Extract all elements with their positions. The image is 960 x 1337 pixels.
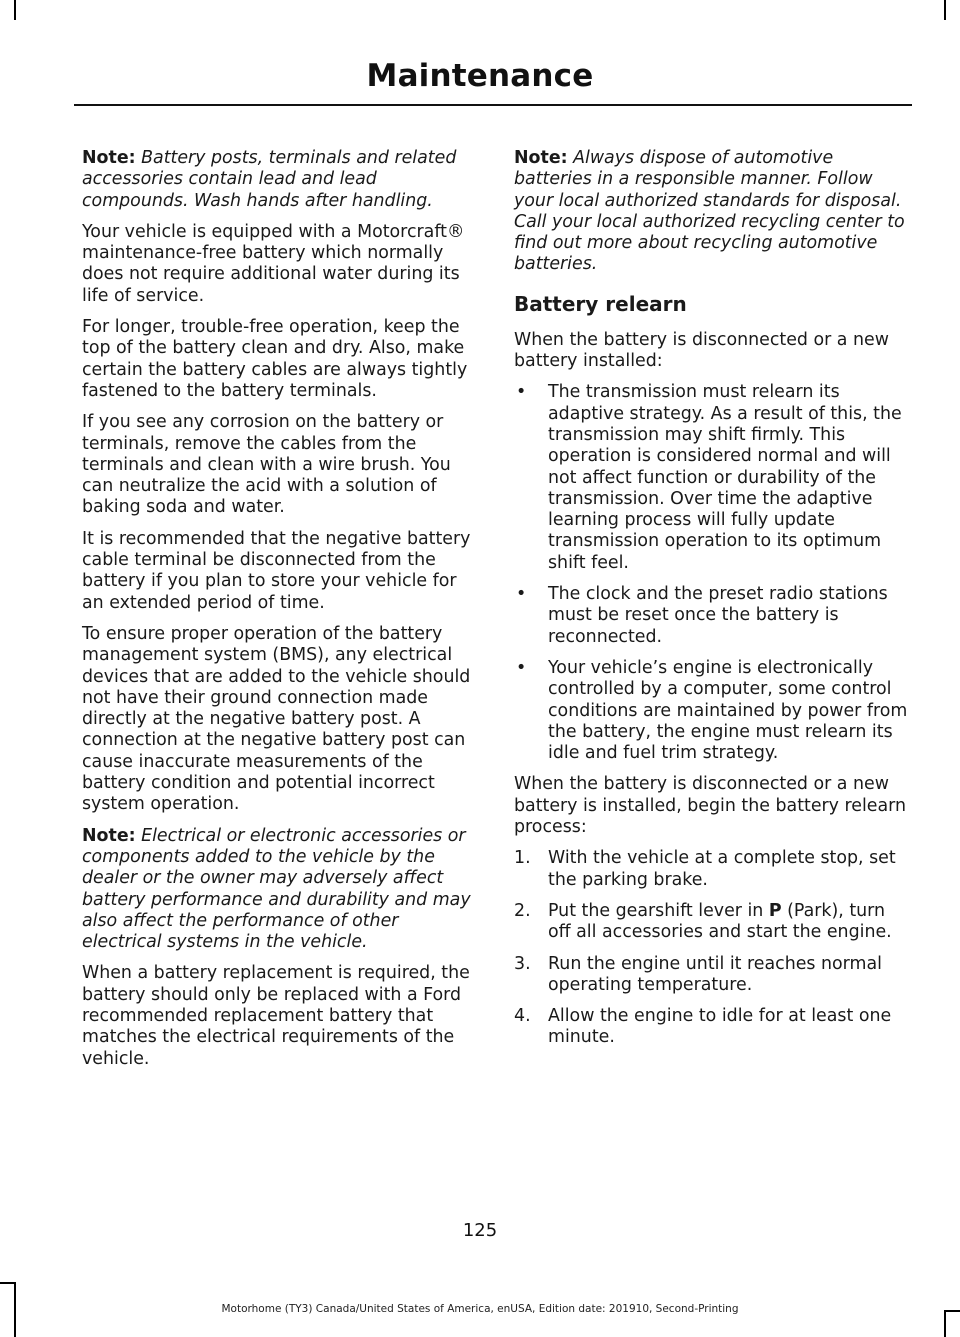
note-battery-lead bbox=[82, 148, 476, 212]
left-column bbox=[82, 148, 476, 1080]
right-column bbox=[514, 148, 910, 1059]
list-item bbox=[514, 658, 910, 764]
note-disposal bbox=[514, 148, 910, 276]
paragraph-relearn-intro: When the battery is disconnected or a new battery installed: bbox=[514, 329, 889, 372]
paragraph-corrosion: If you see any corrosion on the battery or terminals, remove the cables from the terminals and clean with a wire brush. You can neutralize the acid with a solution of baking soda and water. bbox=[82, 412, 451, 518]
list-item-text: Your vehicle’s engine is electronically controlled by a computer, some control conditions are maintained by power from the battery, the engine must relearn its idle and fuel trim strategy. bbox=[548, 657, 908, 764]
step-number: 4. bbox=[514, 1006, 531, 1027]
note-label: Note: bbox=[82, 148, 136, 168]
paragraph-maintenance-free: Your vehicle is equipped with a Motorcraft® maintenance-free battery which normally does not require additional water during its life of service. bbox=[82, 221, 465, 306]
list-item bbox=[514, 584, 910, 648]
crop-mark-top-left bbox=[14, 0, 16, 20]
list-item bbox=[514, 1006, 910, 1049]
bullet-marker: • bbox=[516, 382, 527, 403]
bullet-marker: • bbox=[516, 657, 527, 678]
park-gear-letter: P bbox=[768, 900, 782, 921]
list-item bbox=[514, 954, 910, 997]
paragraph-bms: To ensure proper operation of the battery management system (BMS), any electrical devices that are added to the vehicle should not have their ground connection made directly at the negative battery post. A connection at the negative battery post can cause inaccurate measurements of the battery condition and potential incorrect system operation. bbox=[82, 623, 471, 815]
paragraph-storage: It is recommended that the negative battery cable terminal be disconnected from the battery if you plan to store your vehicle for an extended period of time. bbox=[82, 528, 471, 613]
note-text: Battery posts, terminals and related accessories contain lead and lead compounds. Wash hands after handling. bbox=[82, 148, 457, 211]
paragraph-trouble-free: For longer, trouble-free operation, keep the top of the battery clean and dry. Also, make certain the battery cables are always tightly fastened to the battery terminals. bbox=[82, 317, 468, 401]
crop-mark-top-right bbox=[944, 0, 946, 20]
relearn-steps-list bbox=[514, 848, 910, 1048]
note-label: Note: bbox=[82, 825, 136, 846]
crop-mark-bottom-left-h bbox=[0, 1282, 16, 1284]
section-heading-battery-relearn: Battery relearn bbox=[514, 291, 687, 316]
step-text: Run the engine until it reaches normal operating temperature. bbox=[548, 953, 882, 995]
step-number: 3. bbox=[514, 953, 531, 974]
list-item-text: The clock and the preset radio stations must be reset once the battery is reconnected. bbox=[548, 584, 888, 647]
paragraph-relearn-process: When the battery is disconnected or a new battery is installed, begin the battery relearn process: bbox=[514, 774, 907, 838]
step-text: Allow the engine to idle for at least one minute. bbox=[548, 1006, 892, 1048]
note-text: Always dispose of automotive batteries in a responsible manner. Follow your local authorized standards for disposal. Call your local authorized recycling center to find out more about recycling automotive batteries. bbox=[514, 148, 905, 275]
relearn-bullet-list bbox=[514, 382, 910, 764]
list-item bbox=[514, 848, 910, 891]
list-item-text: The transmission must relearn its adaptive strategy. As a result of this, the transmission may shift firmly. This operation is considered normal and will not affect function or durability of the transmission. Over time the adaptive learning process will fully update transmission operation to its optimum shift feel. bbox=[548, 382, 902, 573]
step-text-post: (Park), turn off all accessories and start the engine. bbox=[548, 900, 892, 943]
list-item bbox=[514, 901, 910, 944]
step-text: With the vehicle at a complete stop, set the parking brake. bbox=[548, 848, 896, 890]
header-divider bbox=[74, 104, 912, 106]
page-title: Maintenance bbox=[366, 58, 594, 94]
note-accessories bbox=[82, 826, 476, 954]
step-number: 1. bbox=[514, 848, 531, 869]
footer-edition-info: Motorhome (TY3) Canada/United States of America, enUSA, Edition date: 201910, Second-Printing bbox=[221, 1303, 739, 1315]
bullet-marker: • bbox=[516, 584, 527, 605]
paragraph-replacement: When a battery replacement is required, the battery should only be replaced with a Ford recommended replacement battery that matches the electrical requirements of the vehicle. bbox=[82, 963, 470, 1069]
list-item bbox=[514, 382, 910, 574]
note-label: Note: bbox=[514, 148, 568, 168]
step-number: 2. bbox=[514, 900, 531, 921]
page-number: 125 bbox=[462, 1220, 498, 1241]
note-text: Electrical or electronic accessories or components added to the vehicle by the dealer or the owner may adversely affect battery performance and durability and may also affect the performance of other electrical systems in the vehicle. bbox=[82, 825, 471, 953]
step-text-pre: Put the gearshift lever in bbox=[548, 900, 769, 921]
